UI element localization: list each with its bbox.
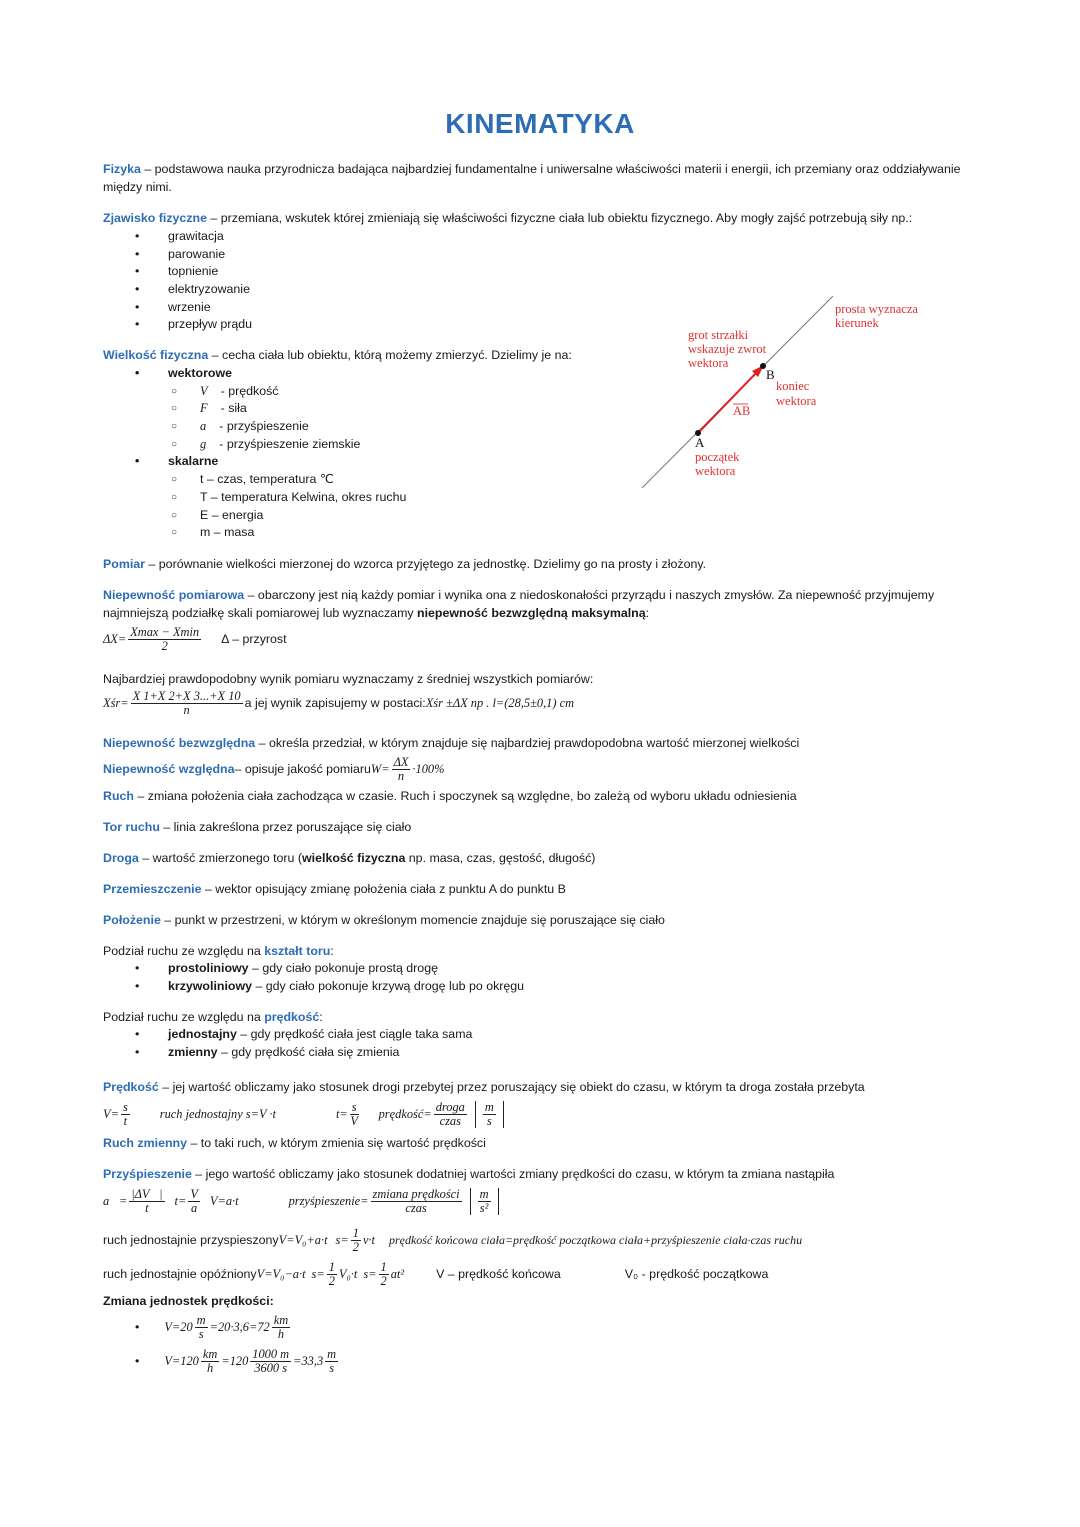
- list-item: • grawitacja: [103, 228, 252, 246]
- list-subitem: ○ a⃗ - przyśpieszenie: [103, 418, 406, 436]
- list-item: • przepływ prądu: [103, 316, 252, 334]
- formula-przyspieszenie: a⃗= $\frac{|\Delta V⃗|}{t}$ t= $\frac{V}{a}$ V=a·t przyśpieszenie= $\frac{\text{zmiana prędkości}}{\text{czas}}$ $\frac{m}{\text{s²}}$: [103, 1184, 499, 1218]
- term-wzgledna: Niepewność względna: [103, 762, 235, 776]
- page-title: KINEMATYKA: [445, 108, 635, 139]
- definition-przyspieszenie: Przyśpieszenie – jego wartość obliczamy jako stosunek dodatniej wartości zmiany prędkości do czasu, w którym ta zmiana nastąpiła: [103, 1167, 835, 1181]
- definition-bezwzgledna: [103, 735, 983, 753]
- vector-arrow: [698, 370, 759, 433]
- term-bezwzgledna: Niepewność bezwzględna: [103, 736, 256, 750]
- term-wielkosc: Wielkość fizyczna: [103, 348, 209, 362]
- list-subitem: ○ F⃗ - siła: [103, 400, 406, 418]
- label-poczatek: początek: [695, 450, 740, 464]
- term-przemieszczenie: Przemieszczenie: [103, 882, 202, 896]
- term-droga: Droga: [103, 851, 139, 865]
- list-item-wektorowe: • wektorowe: [103, 365, 406, 383]
- list-item: • zmienny – gdy prędkość ciała się zmienia: [103, 1044, 472, 1062]
- definition-zjawisko: [103, 210, 983, 228]
- podzial-tor: Podział ruchu ze względu na kształt toru:: [103, 944, 334, 958]
- label-koniec: wektora: [776, 394, 817, 408]
- list-subitem: ○ m – masa: [103, 524, 406, 542]
- term-tor: Tor ruchu: [103, 820, 160, 834]
- definition-polozenie: Położenie – punkt w przestrzeni, w którym w określonym momencie znajduje się poruszające się ciało: [103, 913, 665, 927]
- label-poczatek: wektora: [695, 464, 736, 478]
- list-item: • wrzenie: [103, 299, 252, 317]
- term-zjawisko: Zjawisko fizyczne: [103, 211, 207, 225]
- term-predkosc: Prędkość: [103, 1080, 159, 1094]
- definition-niepewnosc: Niepewność pomiarowa – obarczony jest nią każdy pomiar i wynika ona z niedoskonałości przyrządu i naszych zmysłów. Za niepewność przyjmujemy najmniejszą podziałkę skali pomiarowej lub wyznaczamy niepewność bezwzględną maksymalną:: [103, 588, 935, 620]
- term-fizyka: Fizyka: [103, 162, 141, 176]
- formula-zmiana-2: • V=120 $\frac{km}{h}$ =120 $\frac{1000 m}{3600 s}$ =33,3 $\frac{m}{s}$: [135, 1346, 337, 1375]
- label-b: B: [766, 367, 775, 382]
- list-item: • jednostajny – gdy prędkość ciała jest ciągle taka sama: [103, 1026, 472, 1044]
- wielkosc-list: [103, 365, 406, 542]
- formula-zmiana-1: • V=20 $\frac{m}{s}$ =20·3,6=72 $\frac{km}{h}$: [135, 1312, 289, 1341]
- term-ruch: Ruch: [103, 789, 134, 803]
- list-item: • parowanie: [103, 246, 252, 264]
- definition-predkosc: Prędkość – jej wartość obliczamy jako stosunek drogi przebytej przez poruszający się obiekt do czasu, w którym ta droga została przebyta: [103, 1080, 865, 1094]
- list-subitem: ○ t – czas, temperatura ℃: [103, 471, 406, 489]
- podzial-tor-list: [103, 960, 524, 995]
- vector-diagram: [630, 290, 940, 495]
- definition-text: – cecha ciała lub obiektu, którą możemy zmierzyć. Dzielimy je na:: [208, 348, 572, 362]
- definition-ruch-zmienny: Ruch zmienny – to taki ruch, w którym zmienia się wartość prędkości: [103, 1136, 486, 1150]
- bold-text: niepewność bezwzględną maksymalną: [417, 605, 646, 620]
- formula-jednostajnie-przyspieszony: ruch jednostajnie przyspieszony V=V₀+a·t s= $\frac{1}{2}$ v·t prędkość końcowa ciała=prędkość początkowa ciała+przyśpieszenie ciała·czas ruchu: [103, 1225, 803, 1254]
- formula-delta-x: ΔX= $\frac{Xmax - Xmin}{2}$ Δ – przyrost: [103, 624, 287, 653]
- definition-text: – porównanie wielkości mierzonej do wzorca przyjętego za jednostkę. Dzielimy go na prosty i złożony.: [145, 557, 707, 571]
- definition-text: – określa przedział, w którym znajduje się najbardziej prawdopodobna wartość mierzonej wielkości: [255, 736, 800, 750]
- term-ruch-zmienny: Ruch zmienny: [103, 1136, 187, 1150]
- definition-text: – podstawowa nauka przyrodnicza badająca najbardziej fundamentalne i uniwersalne właściwości materii i energii, ich przemiany oraz oddziaływanie między nimi.: [103, 162, 961, 194]
- definition-tor: Tor ruchu – linia zakreślona przez poruszające się ciało: [103, 820, 412, 834]
- definition-text: – obarczony jest nią każdy pomiar i wynika ona z niedoskonałości przyrządu i naszych zmysłów. Za niepewność przyjmujemy najmniejszą podziałkę skali pomiarowej lub wyznaczamy: [103, 588, 935, 620]
- definition-fizyka: [103, 161, 983, 196]
- list-subitem: ○ E – energia: [103, 507, 406, 525]
- srednia-text: Najbardziej prawdopodobny wynik pomiaru wyznaczamy z średniej wszystkich pomiarów:: [103, 672, 594, 686]
- definition-text: – przemiana, wskutek której zmieniają się właściwości fizyczne ciała lub obiektu fizycznego. Aby mogły zajść potrzebują siły np.:: [206, 211, 913, 225]
- definition-wielkosc: [103, 347, 623, 365]
- note-przyrost: Δ – przyrost: [221, 632, 287, 646]
- formula-jednostajnie-opozniony: ruch jednostajnie opóźniony V=V₀−a·t s= $\frac{1}{2}$ V₀·t s= $\frac{1}{2}$ at² V – prędkość końcowa V₀ - prędkość początkowa: [103, 1259, 769, 1288]
- term-niepewnosc: Niepewność pomiarowa: [103, 588, 245, 602]
- label-ab: AB: [733, 404, 751, 418]
- list-item-skalarne: • skalarne: [103, 453, 406, 471]
- definition-ruch: Ruch – zmiana położenia ciała zachodząca w czasie. Ruch i spoczynek są względne, bo zależą od wyboru układu odniesienia: [103, 789, 797, 803]
- list-subitem: ○ T – temperatura Kelwina, okres ruchu: [103, 489, 406, 507]
- label-grot: wektora: [688, 356, 729, 370]
- definition-przemieszczenie: Przemieszczenie – wektor opisujący zmianę położenia ciała z punktu A do punktu B: [103, 882, 566, 896]
- list-item: • elektryzowanie: [103, 281, 252, 299]
- definition-droga: Droga – wartość zmierzonego toru (wielkość fizyczna np. masa, czas, gęstość, długość): [103, 851, 596, 865]
- podzial-predkosc-list: [103, 1026, 472, 1061]
- label-prosta: kierunek: [835, 316, 879, 330]
- label-prosta: prosta wyznacza: [835, 302, 918, 316]
- zjawisko-list: [103, 228, 252, 334]
- label-grot: wskazuje zwrot: [688, 342, 767, 356]
- label-koniec: koniec: [776, 379, 810, 393]
- list-subitem: ○ g⃗ - przyśpieszenie ziemskie: [103, 436, 406, 454]
- list-item: • topnienie: [103, 263, 252, 281]
- term-pomiar: Pomiar: [103, 557, 146, 571]
- label-grot: grot strzałki: [688, 328, 749, 342]
- definition-pomiar: [103, 556, 983, 574]
- term-polozenie: Położenie: [103, 913, 161, 927]
- formula-srednia: Xśr= $\frac{X 1+X 2+X 3...+X 10}{n}$ a jej wynik zapisujemy w postaci: Xśr ±ΔX np . l=(28,5±0,1) cm: [103, 688, 575, 717]
- podzial-predkosc: Podział ruchu ze względu na prędkość:: [103, 1010, 323, 1024]
- term-przyspieszenie: Przyśpieszenie: [103, 1167, 192, 1181]
- zmiana-jednostek-title: Zmiana jednostek prędkości:: [103, 1294, 274, 1308]
- label-a: A: [695, 435, 705, 450]
- definition-wzgledna: Niepewność względna – opisuje jakość pomiaru W= $\frac{\Delta X}{n}$ ·100%: [103, 754, 445, 783]
- list-item: • prostoliniowy – gdy ciało pokonuje prostą drogę: [103, 960, 524, 978]
- list-item: • krzywoliniowy – gdy ciało pokonuje krzywą drogę lub po okręgu: [103, 978, 524, 996]
- list-subitem: ○ V⃗ - prędkość: [103, 383, 406, 401]
- formula-predkosc: V= $\frac{s}{t}$ ruch jednostajny s=V ·t t= $\frac{s}{V}$ prędkość= $\frac{\text{droga}}{\text{czas}}$ $\frac{m}{s}$: [103, 1097, 504, 1131]
